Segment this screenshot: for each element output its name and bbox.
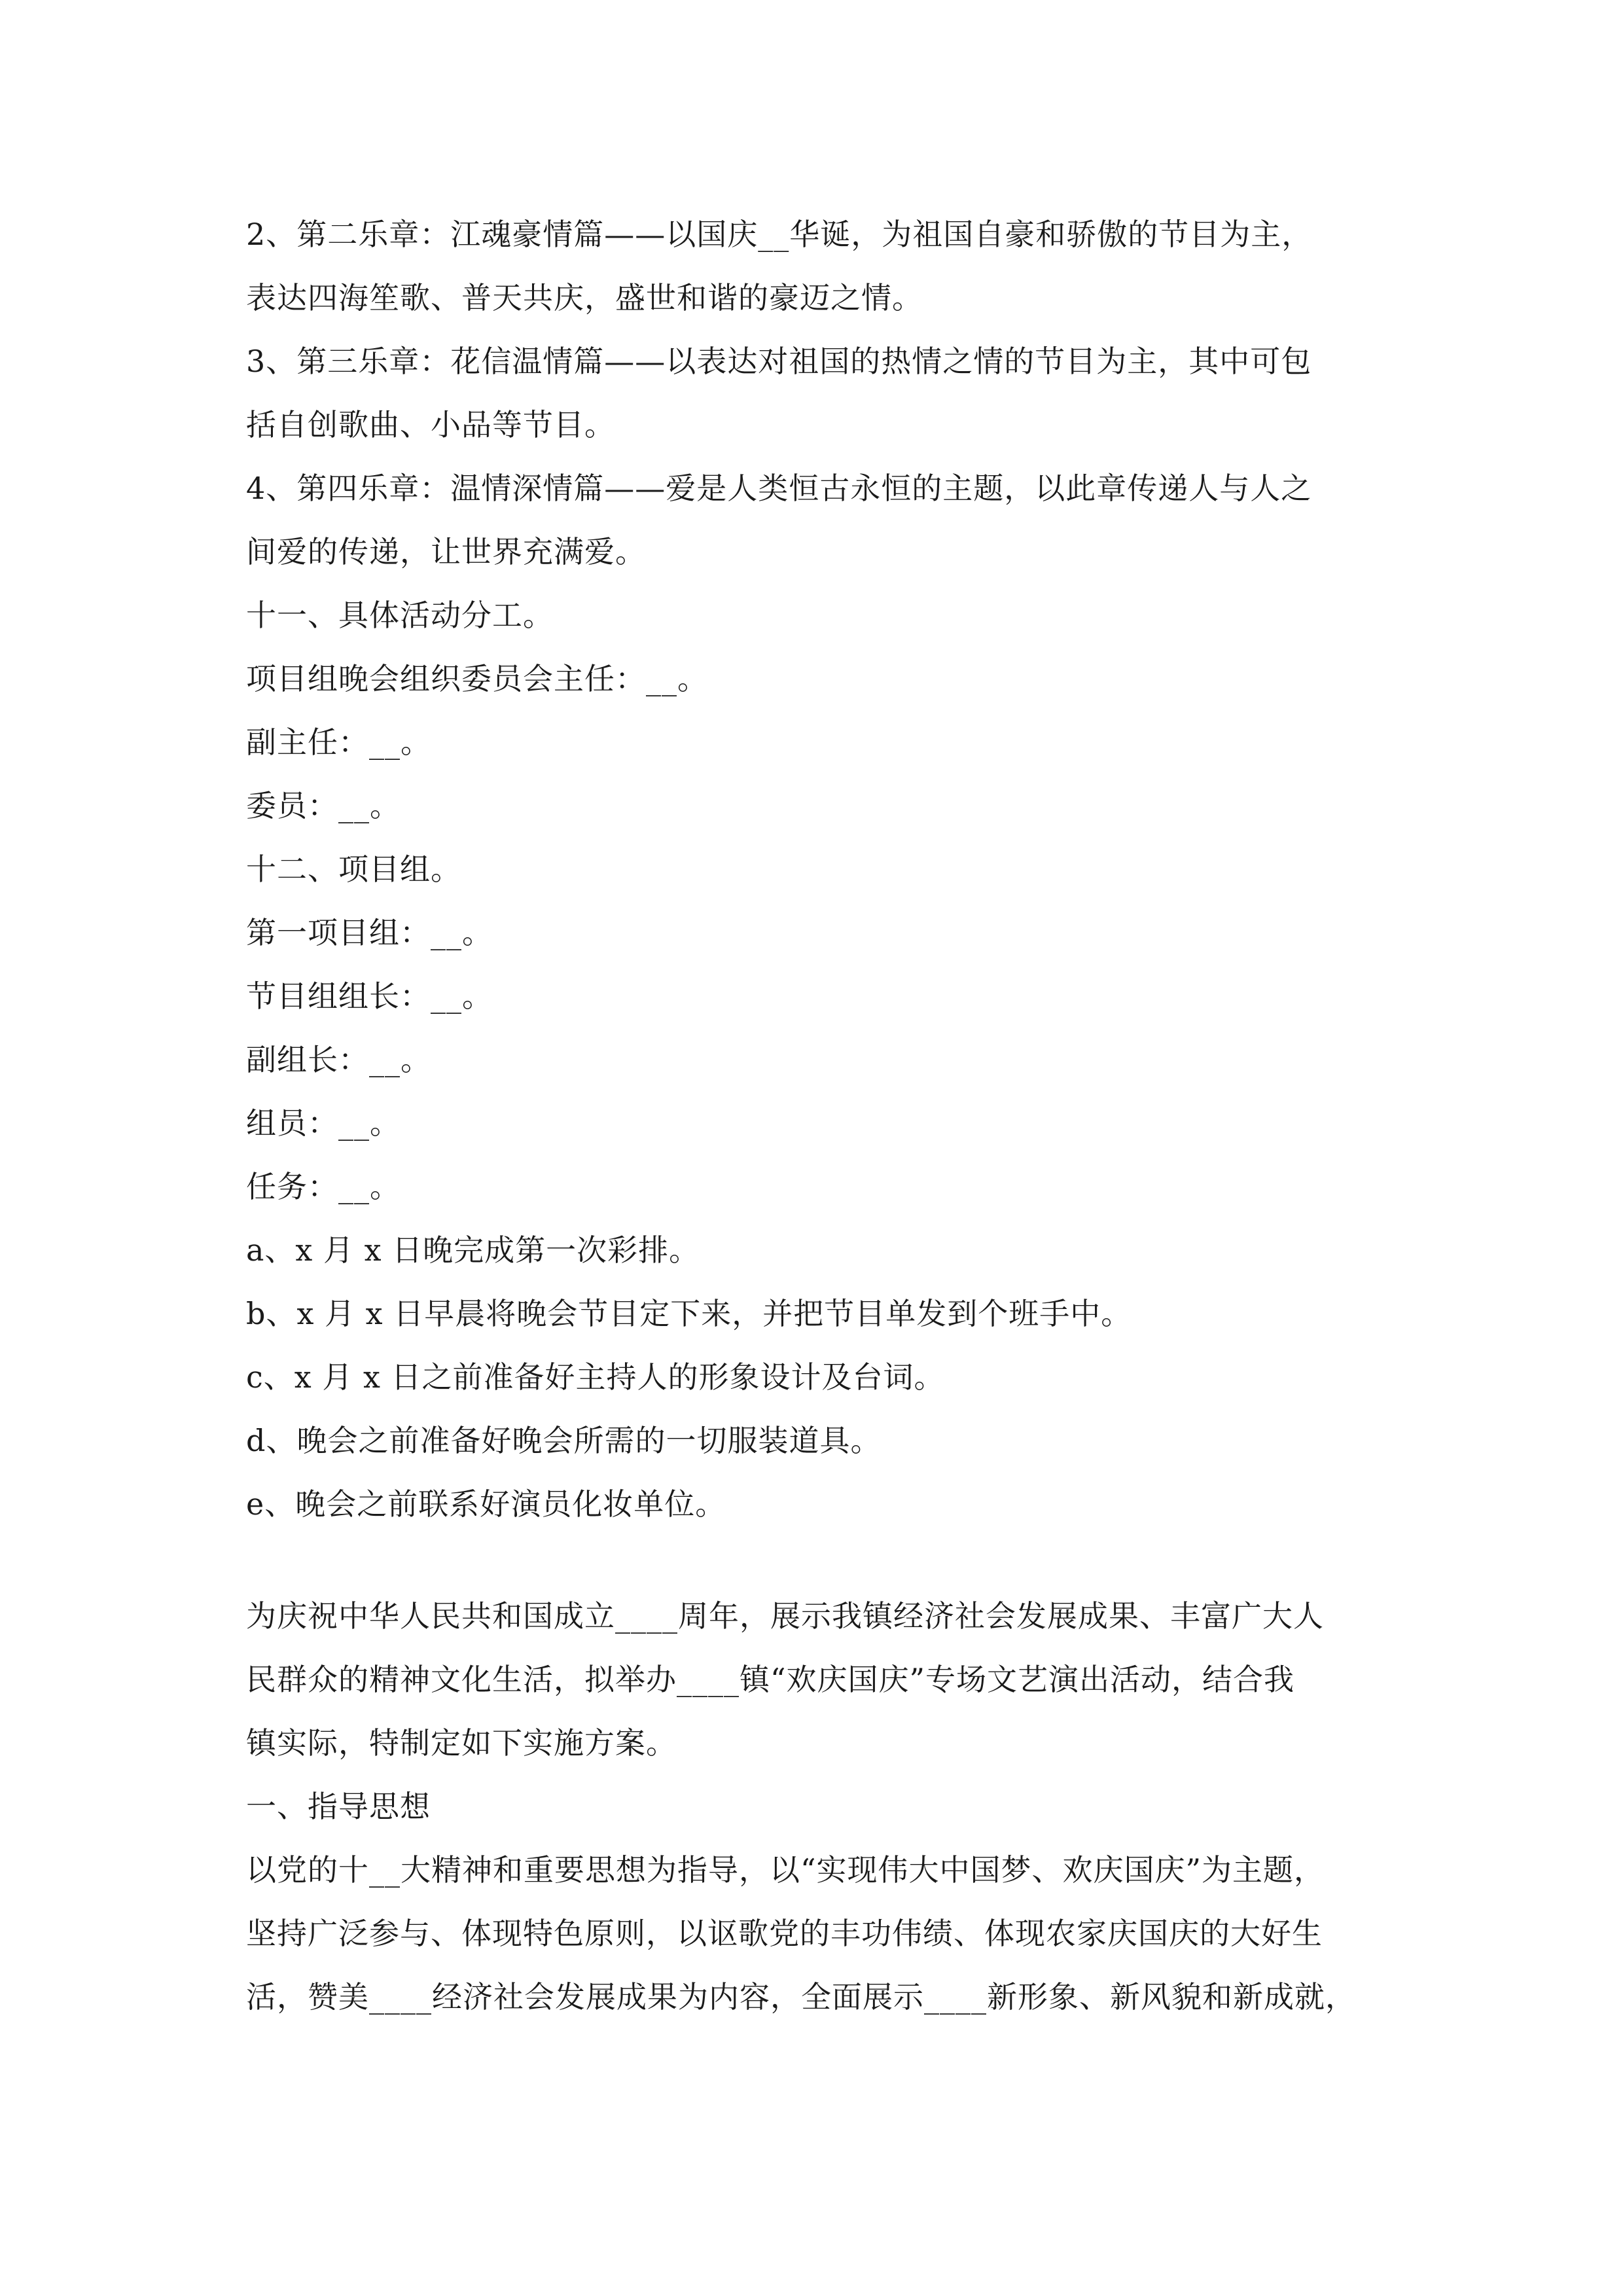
text-line: 括自创歌曲、小品等节目。 [246,407,615,442]
text-line: 2、第二乐章：江魂豪情篇——以国庆__华诞，为祖国自豪和骄傲的节目为主， [246,217,1313,252]
text-line: 活，赞美____经济社会发展成果为内容，全面展示____新形象、新风貌和新成就， [246,1979,1356,2015]
list-item: e、晚会之前联系好演员化妆单位。 [246,1486,726,1522]
text-line: 项目组晚会组织委员会主任：__。 [246,661,708,696]
text-line: 任务：__。 [246,1169,401,1204]
text-line: 节目组组长：__。 [246,978,493,1014]
list-item: b、x 月 x 日早晨将晚会节目定下来，并把节目单发到个班手中。 [246,1296,1132,1331]
text-line: 副主任：__。 [246,725,431,760]
list-item: d、晚会之前准备好晚会所需的一切服装道具。 [246,1423,882,1458]
text-line: 为庆祝中华人民共和国成立____周年，展示我镇经济社会发展成果、丰富广大人 [246,1598,1324,1634]
text-line: 副组长：__。 [246,1042,431,1077]
section-heading: 十一、具体活动分工。 [246,598,554,633]
text-line: 坚持广泛参与、体现特色原则，以讴歌党的丰功伟绩、体现农家庆国庆的大好生 [246,1916,1323,1951]
list-item: c、x 月 x 日之前准备好主持人的形象设计及台词。 [246,1359,945,1395]
section-heading: 一、指导思想 [246,1789,431,1824]
section-heading: 十二、项目组。 [246,852,461,887]
list-item: a、x 月 x 日晚完成第一次彩排。 [246,1232,700,1268]
text-line: 委员：__。 [246,788,401,823]
text-line: 第一项目组：__。 [246,915,493,950]
text-line: 组员：__。 [246,1105,401,1141]
text-line: 镇实际，特制定如下实施方案。 [246,1725,677,1761]
text-line: 以党的十__大精神和重要思想为指导，以“实现伟大中国梦、欢庆国庆”为主题， [246,1852,1325,1888]
text-line: 3、第三乐章：花信温情篇——以表达对祖国的热情之情的节目为主，其中可包 [246,344,1312,379]
text-line: 民群众的精神文化生活，拟举办____镇“欢庆国庆”专场文艺演出活动，结合我 [246,1662,1295,1697]
text-line: 间爱的传递，让世界充满爱。 [246,534,646,569]
text-line: 4、第四乐章：温情深情篇——爱是人类恒古永恒的主题，以此章传递人与人之 [246,471,1312,506]
text-line: 表达四海笙歌、普天共庆，盛世和谐的豪迈之情。 [246,280,923,315]
section-implementation-plan [246,1585,1378,2029]
section-program-chapters [246,203,1378,1536]
paragraph-gap [246,1536,1378,1585]
document-body [246,203,1378,2029]
